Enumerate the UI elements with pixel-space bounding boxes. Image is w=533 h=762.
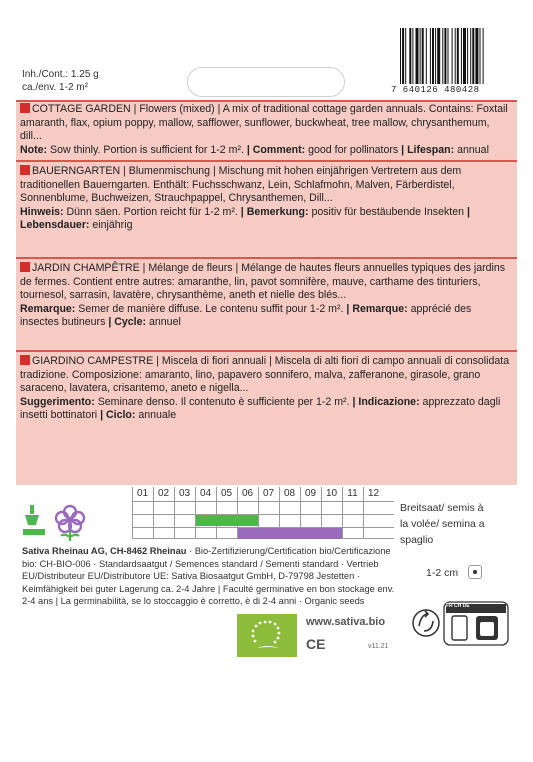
calendar-month-label: 11 (347, 488, 358, 499)
variety-name-fr: JARDIN CHAMPÊTRE (32, 262, 140, 274)
divider (16, 257, 517, 259)
calendar-month-label: 06 (241, 488, 254, 499)
company-details: · Bio-Zertifizierung/Certification bio/Certificazione bio: CH-BIO-006 · Standardsaatgut / Semences standard / Sementi standard · Vertrieb EU/Distributeur EU/Distributore UE: Sativa Biosaatgut GmbH, D-79798 Jestetten · Keimfähigkeit bei guter Lagerung ca. 2-4 Jahre | Faculté germinative en bon stockage env. 2-4 ans | La germinabilità, se lo stoccaggio è corretto, è di 2-4 anni · Organic seeds (22, 546, 395, 606)
shovel-sow-icon (20, 503, 48, 543)
lifespan-label-it: | Ciclo: (100, 409, 136, 421)
calendar-row-line (132, 514, 394, 515)
website-link[interactable]: www.sativa.bio (306, 616, 386, 628)
packet-hang-slot (187, 67, 345, 97)
variety-name-de: BAUERNGARTEN (32, 165, 121, 177)
calendar-month-label: 09 (304, 488, 317, 499)
sowing-period-bar (196, 515, 258, 526)
note-text-fr: Semer de manière diffuse. Le contenu suffit pour 1-2 m². (75, 302, 347, 315)
language-marker-icon (20, 262, 30, 272)
lifespan-label-de: | Lebensdauer: (20, 205, 470, 231)
variety-name-it: GIARDINO CAMPESTRE (32, 355, 154, 367)
sowing-method-line: spaglio (400, 534, 434, 546)
description-text-en: | Flowers (mixed) | A mix of traditional cottage garden annuals. Contains: Foxtail amaranth, flax, opium poppy, mallow, safflower, sunflower, buckwheat, tree mallow, chrysanthemum, dill... (20, 103, 508, 142)
comment-text-it: apprezzato dagli insetti bottinatori (20, 395, 501, 421)
comment-text-fr: apprécié des insectes butineurs (20, 302, 472, 328)
description-panel (16, 100, 517, 485)
divider (16, 100, 517, 102)
flower-icon (52, 503, 88, 543)
flowering-period-bar (238, 528, 342, 539)
note-text-it: Seminare denso. Il contenuto è sufficiente per 1-2 m². (94, 395, 353, 408)
description-text-it: | Miscela di fiori annuali | Miscela di alti fiori di campo annuali di consolidata tradizione. Composizione: amaranto, lino, papavero sonnifero, malva, zafferanone, girasole, grano saraceno, lavatera, crisantemo, aneto e nigella... (20, 355, 510, 394)
note-label-it: Suggerimento: (20, 395, 95, 408)
note-label-fr: Remarque: (20, 302, 76, 315)
seed-depth-icon (468, 565, 482, 579)
sowing-method-line: Breitsaat/ semis à (400, 502, 484, 514)
content-label (22, 68, 99, 94)
divider (16, 160, 517, 162)
sowing-flowering-calendar (132, 487, 394, 539)
description-it (20, 355, 513, 423)
lifespan-label-fr: | Cycle: (108, 316, 147, 328)
language-marker-icon (20, 165, 30, 175)
description-en (20, 103, 513, 157)
barcode-bars (398, 28, 514, 86)
comment-label-fr: | Remarque: (346, 302, 408, 315)
ce-mark: CE (306, 636, 326, 652)
calendar-month-label: 05 (220, 488, 233, 499)
lifespan-text-de: einjährig (89, 219, 133, 231)
sowing-method-line: la volée/ semina a (400, 518, 485, 530)
note-text-en: Sow thinly. Portion is sufficient for 1-2 m². (47, 143, 247, 156)
recycling-country-labels: FR CH DE (446, 603, 470, 609)
barcode-digits: 7 640126 480428 (391, 85, 480, 95)
note-text-de: Dünn säen. Portion reicht für 1-2 m². (63, 205, 241, 218)
description-text-de: | Blumenmischung | Mischung mit hohen einjährigen Vertretern aus dem traditionellen Bauerngarten. Enthält: Fuchsschwanz, Lein, Schlafmohn, Malven, Färberdistel, Sonnenblume, Buchweizen, Strauchpappel, Chrysanthemen, Dill... (20, 165, 462, 204)
company-info (22, 545, 397, 608)
comment-label-de: | Bemerkung: (240, 205, 309, 218)
variety-name-en: COTTAGE GARDEN (32, 103, 131, 115)
comment-label-en: | Comment: (246, 143, 306, 156)
calendar-month-label: 10 (325, 488, 338, 499)
comment-label-it: | Indicazione: (352, 395, 420, 408)
lifespan-label-en: | Lifespan: (401, 143, 455, 156)
calendar-month-label: 12 (367, 488, 380, 499)
version-label: v11.21 (368, 643, 389, 650)
content-weight: Inh./Cont.: 1.25 g (22, 69, 99, 80)
content-area: ca./env. 1-2 m² (22, 82, 88, 93)
divider (16, 350, 517, 352)
calendar-row-line (132, 501, 394, 502)
calendar-month-label: 07 (262, 488, 275, 499)
comment-text-en: good for pollinators (305, 143, 402, 156)
calendar-month-label: 01 (136, 488, 149, 499)
calendar-month-label: 04 (199, 488, 212, 499)
lifespan-text-en: annual (454, 143, 489, 156)
sowing-depth: 1-2 cm (426, 567, 459, 579)
barcode (398, 28, 514, 86)
lifespan-text-fr: annuel (146, 316, 181, 328)
description-de (20, 165, 513, 233)
description-text-fr: | Mélange de fleurs | Mélange de hautes fleurs annuelles typiques des jardins de fermes. Contient entre autres: amaranthe, lin, pavot somnifère, mauve, carthame des tinturiers, tournesol, sarrasin, lavatère, chrysanthème, aneth et nielle des blés... (20, 262, 506, 301)
sowing-method-note (400, 500, 520, 548)
calendar-month-label: 08 (283, 488, 296, 499)
eu-organic-logo (237, 614, 297, 657)
note-label-de: Hinweis: (20, 205, 64, 218)
company-name: Sativa Rheinau AG, CH-8462 Rheinau (22, 546, 187, 556)
language-marker-icon (20, 355, 30, 365)
lifespan-text-it: annuale (135, 409, 177, 421)
note-label-en: Note: (20, 143, 48, 156)
description-fr (20, 262, 513, 330)
calendar-month-label: 03 (178, 488, 191, 499)
comment-text-de: positiv für bestäubende Insekten (308, 205, 467, 218)
language-marker-icon (20, 103, 30, 113)
calendar-month-label: 02 (157, 488, 170, 499)
